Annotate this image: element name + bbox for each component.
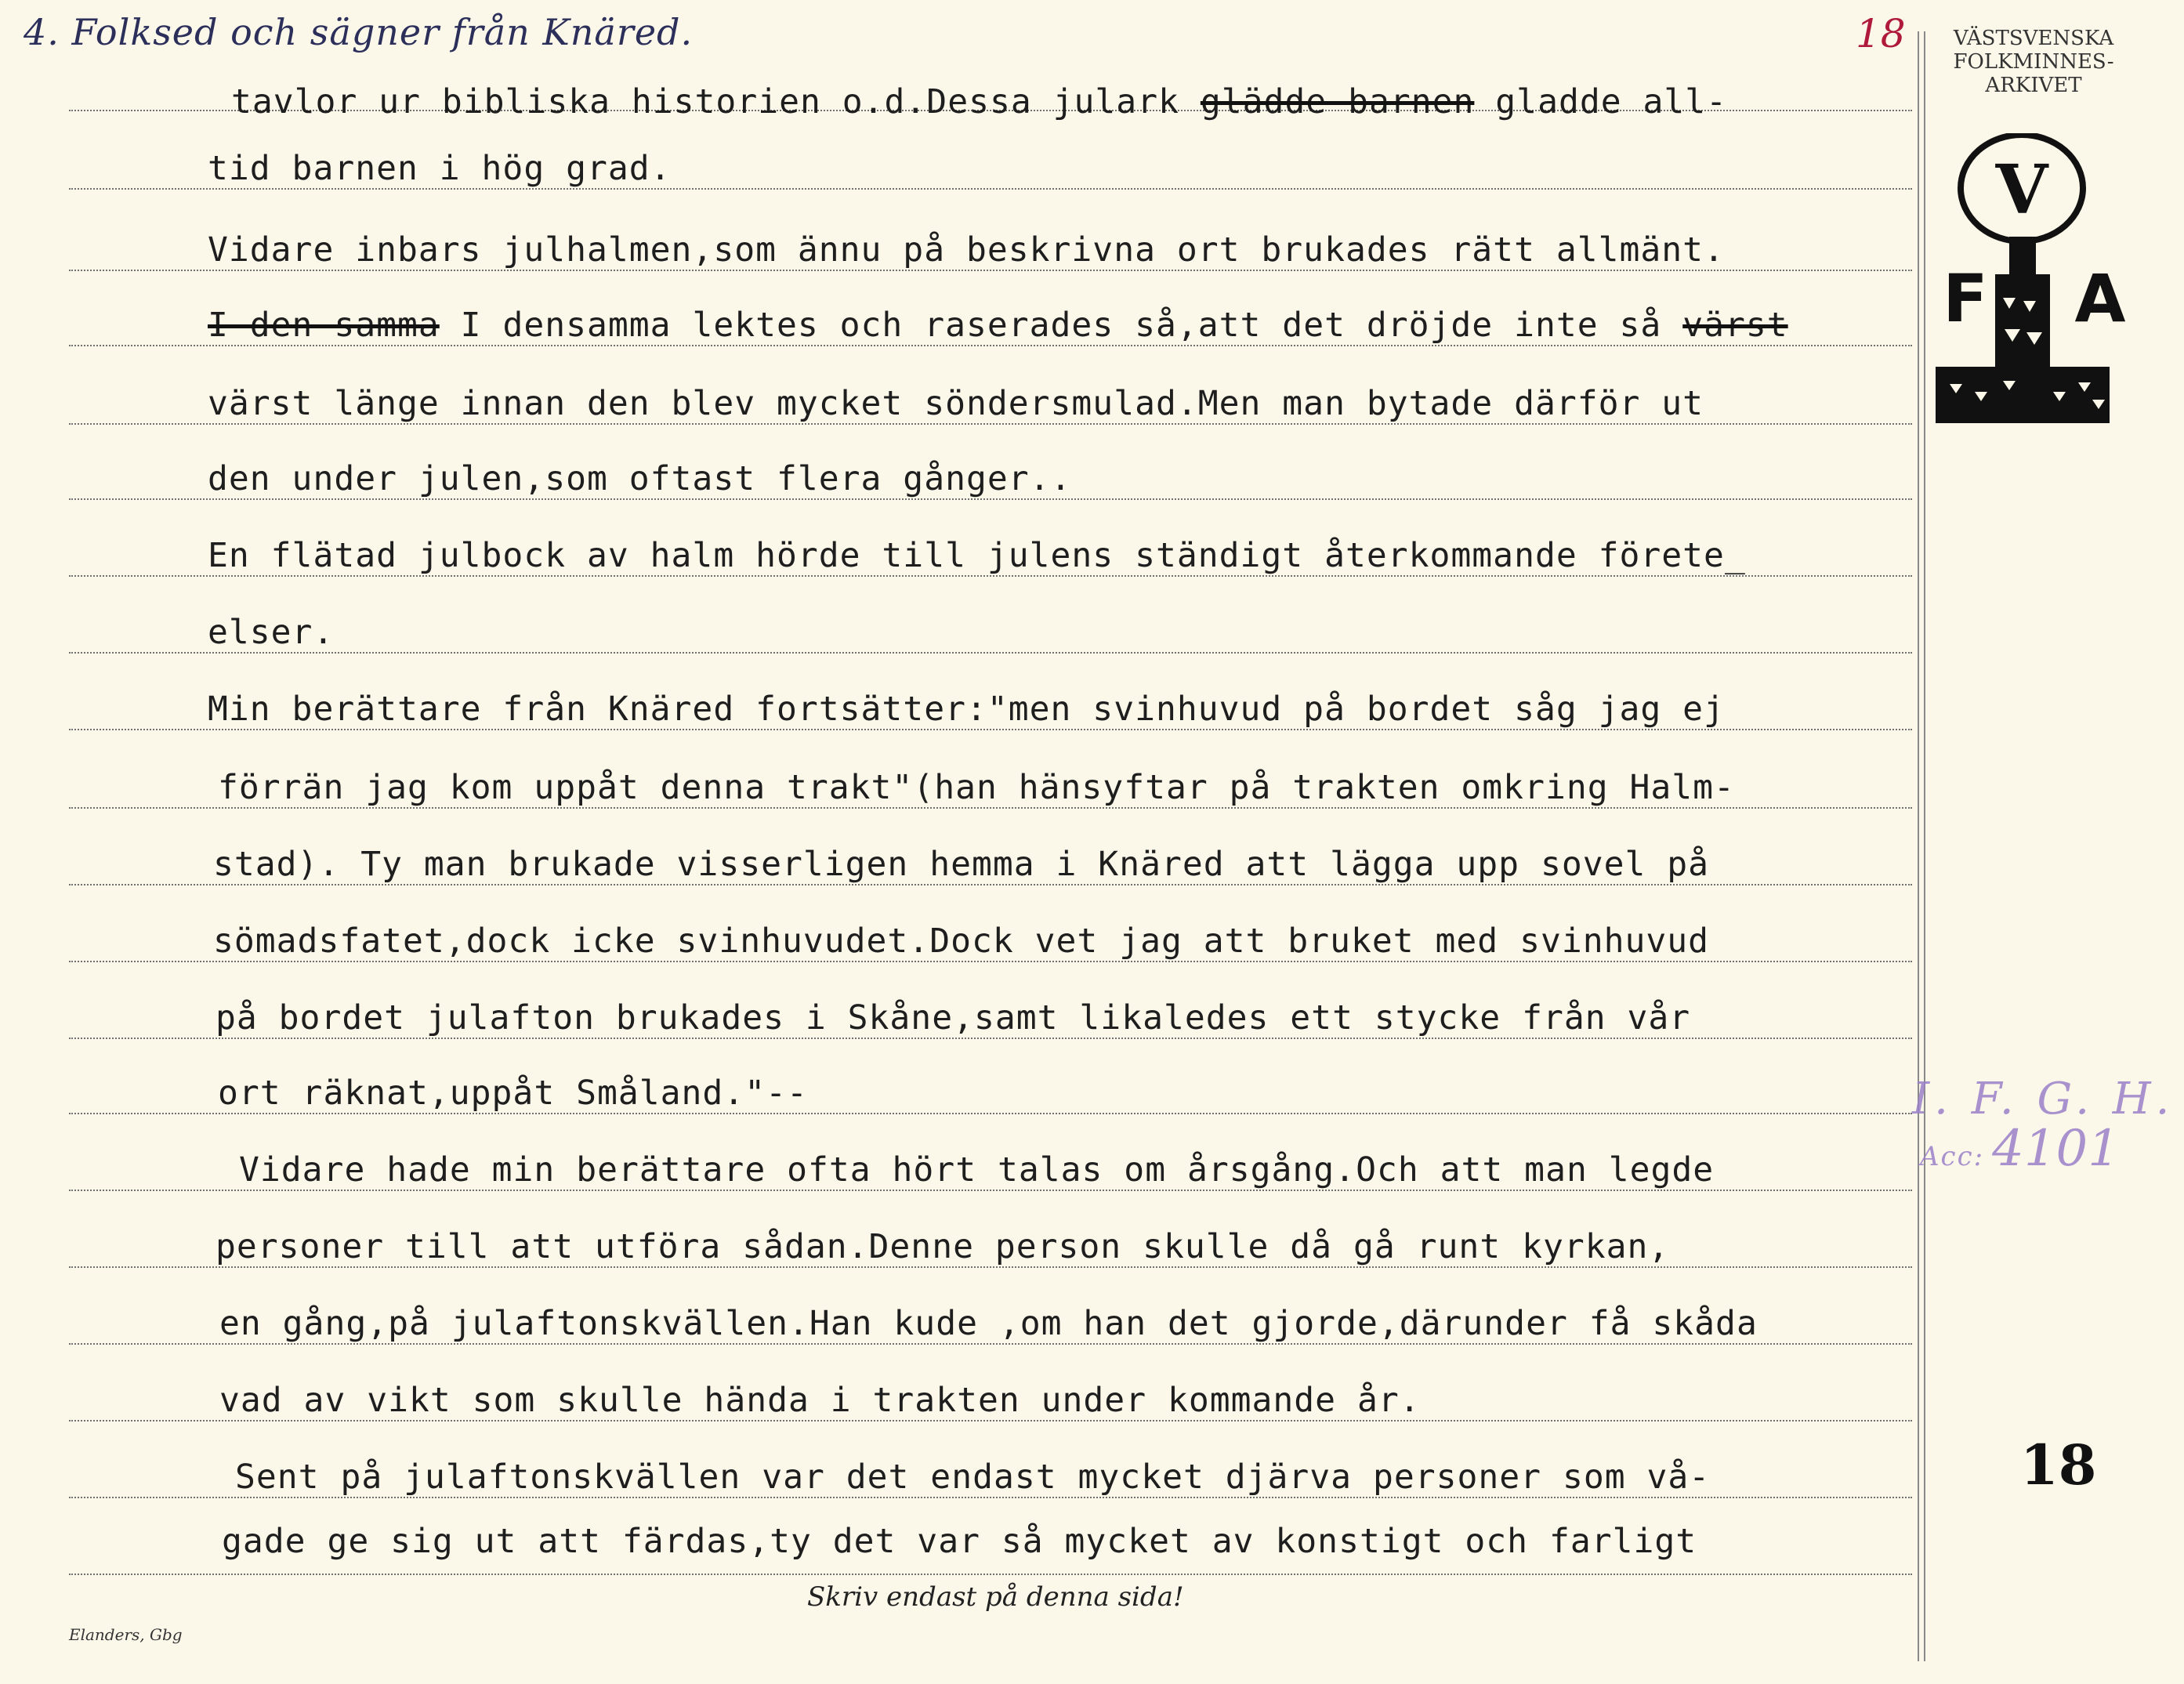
- printed-page-number: 18: [2020, 1432, 2097, 1497]
- typed-line: I den samma I densamma lektes och raserades så,att det dröjde inte så värst: [208, 306, 1788, 345]
- typed-line: vad av vikt som skulle hända i trakten under kommande år.: [219, 1381, 1421, 1420]
- stamp-acc-number: 4101: [1992, 1120, 2120, 1178]
- typed-line: den under julen,som oftast flera gånger..: [208, 459, 1072, 498]
- ruled-line: [69, 1038, 1912, 1039]
- handwritten-page-number: 18: [1856, 11, 1906, 56]
- archive-label-line: FOLKMINNES-: [1953, 50, 2114, 74]
- ruled-line: [69, 1420, 1912, 1421]
- typed-line: förrän jag kom uppåt denna trakt"(han hänsyftar på trakten omkring Halm-: [218, 768, 1735, 807]
- typed-line: Vidare hade min berättare ofta hört talas om årsgång.Och att man legde: [239, 1150, 1715, 1190]
- printer-imprint: Elanders, Gbg: [69, 1625, 183, 1644]
- ruled-line: [69, 884, 1912, 885]
- typed-line: Sent på julaftonskvällen var det endast mycket djärva personer som vå-: [235, 1458, 1711, 1497]
- stamp-accession: [1912, 1120, 2179, 1178]
- ruled-line: [69, 423, 1912, 425]
- ruled-line: [69, 652, 1912, 654]
- handwritten-heading: 4. Folksed och sägner från Knäred.: [24, 11, 694, 53]
- ruled-line: [69, 1113, 1912, 1114]
- typed-line: en gång,på julaftonskvällen.Han kude ,om han det gjorde,därunder få skåda: [219, 1304, 1758, 1343]
- logo-letter-a: A: [2074, 260, 2126, 337]
- logo-letter-f: F: [1943, 260, 1988, 337]
- typed-line: värst länge innan den blev mycket söndersmulad.Men man bytade därför ut: [208, 384, 1704, 423]
- typed-line: på bordet julafton brukades i Skåne,samt likaledes ett stycke från vår: [216, 998, 1691, 1038]
- form-footer-instruction: Skriv endast på denna sida!: [807, 1581, 1184, 1613]
- accession-stamp: [1912, 1074, 2179, 1178]
- typed-line: elser.: [208, 613, 335, 652]
- ruled-line: [69, 1574, 1912, 1575]
- ruled-line: [69, 961, 1912, 962]
- typed-line: tid barnen i hög grad.: [208, 149, 672, 188]
- typed-line: tavlor ur bibliska historien o.d.Dessa julark glädde barnen gladde all-: [231, 82, 1728, 121]
- ruled-line: [69, 575, 1912, 577]
- ruled-line: [69, 1190, 1912, 1191]
- ruled-line: [69, 1343, 1912, 1345]
- ruled-line: [69, 270, 1912, 271]
- archive-label: [1936, 27, 2131, 97]
- struck-text: glädde barnen: [1200, 82, 1475, 121]
- typed-line: gade ge sig ut att färdas,ty det var så mycket av konstigt och farligt: [222, 1522, 1697, 1561]
- ruled-line: [69, 188, 1912, 190]
- margin-rule: [1918, 31, 1919, 1661]
- ruled-line: [69, 345, 1912, 346]
- typed-line: Min berättare från Knäred fortsätter:"men svinhuvud på bordet såg jag ej: [208, 690, 1725, 729]
- stamp-institution: I. F. G. H.: [1912, 1074, 2175, 1124]
- stamp-acc-label: Acc:: [1920, 1141, 1985, 1172]
- typed-line: Vidare inbars julhalmen,som ännu på beskrivna ort brukades rätt allmänt.: [208, 230, 1725, 270]
- archive-label-line: VÄSTSVENSKA: [1953, 27, 2114, 50]
- typed-line: sömadsfatet,dock icke svinhuvudet.Dock vet jag att bruket med svinhuvud: [213, 922, 1710, 961]
- typed-line: En flätad julbock av halm hörde till julens ständigt återkommande förete_: [208, 536, 1746, 575]
- ruled-line: [69, 1497, 1912, 1498]
- ruled-line: [69, 729, 1912, 730]
- typed-line: stad). Ty man brukade visserligen hemma i Knäred att lägga upp sovel på: [213, 845, 1710, 884]
- typed-line: personer till att utföra sådan.Denne person skulle då gå runt kyrkan,: [216, 1227, 1670, 1266]
- typed-line: ort räknat,uppåt Småland."--: [218, 1074, 808, 1113]
- archive-label-line: ARKIVET: [1985, 74, 2082, 97]
- archive-logo-icon: [1936, 133, 2163, 447]
- logo-letter-v: V: [1995, 150, 2048, 230]
- struck-text: I den samma: [208, 306, 440, 345]
- margin-rule: [1924, 31, 1925, 1661]
- ruled-line: [69, 1266, 1912, 1268]
- ruled-line: [69, 498, 1912, 500]
- struck-text: värst: [1682, 306, 1788, 345]
- ruled-line: [69, 807, 1912, 809]
